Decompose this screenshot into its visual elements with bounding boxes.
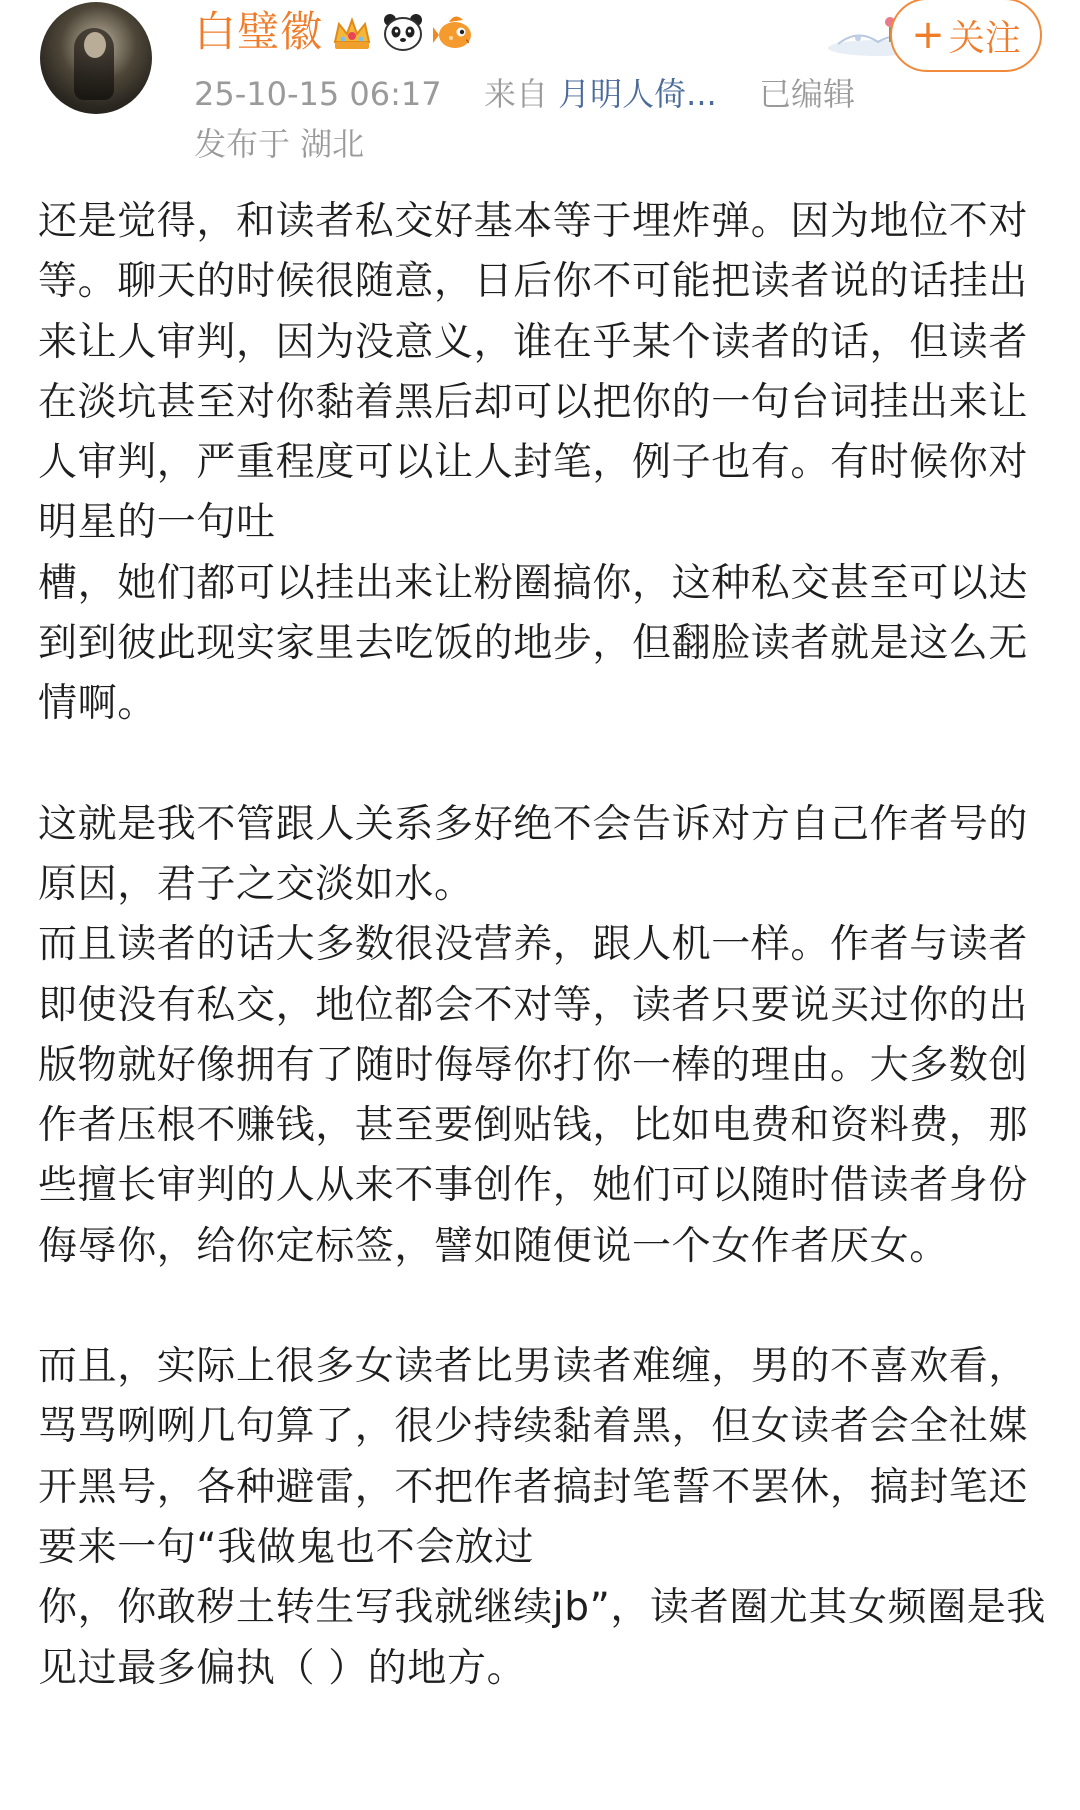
source-prefix: 来自 — [483, 75, 548, 113]
follow-button[interactable] — [890, 0, 1042, 72]
post-paragraph-1: 还是觉得，和读者私交好基本等于埋炸弹。因为地位不对等。聊天的时候很随意，日后你不可能把读者说的话挂出来让人审判，因为没意义，谁在乎某个读者的话，但读者在淡坑甚至对你黏着黑后却可以把你的一句台词挂出来让人审判，严重程度可以让人封笔，例子也有。有时候你对明星的一句吐 槽，她们都可以挂出来让粉圈搞你，这种私交甚至可以达到到彼此现实家里去吃饭的地步，但翻脸读者就是这么无情啊。 — [38, 199, 1029, 727]
avatar-face — [84, 32, 106, 58]
post-timestamp: 25-10-15 06:17 — [194, 75, 442, 113]
fish-badge-icon[interactable] — [433, 10, 477, 54]
post-paragraph-3: 而且，实际上很多女读者比男读者难缠，男的不喜欢看，骂骂咧咧几句算了，很少持续黏着黑，但女读者会全社媒开黑号，各种避雷，不把作者搞封笔誓不罢休，搞封笔还要来一句“我做鬼也不会放过 你，你敢秽土转生写我就继续jb”，读者圈尤其女频圈是我见过最多偏执（ ）的地方。 — [38, 1344, 1046, 1691]
post-location: 发布于 湖北 — [194, 125, 365, 163]
source-link[interactable]: 月明人倚... — [558, 75, 717, 113]
edited-label[interactable]: 已编辑 — [759, 75, 856, 113]
post-content — [38, 192, 1048, 1699]
username-row — [194, 4, 477, 60]
plus-icon: + — [911, 12, 945, 58]
avatar[interactable] — [40, 2, 152, 114]
follow-button-label: 关注 — [948, 17, 1021, 59]
panda-badge-icon[interactable] — [381, 10, 425, 54]
post-header — [0, 0, 1080, 170]
post-meta — [194, 72, 855, 116]
username[interactable]: 白璧徽 — [194, 7, 324, 56]
crown-badge-icon[interactable] — [331, 12, 373, 52]
post-paragraph-2: 这就是我不管跟人关系多好绝不会告诉对方自己作者号的原因，君子之交淡如水。 而且读者的话大多数很没营养，跟人机一样。作者与读者即使没有私交，地位都会不对等，读者只要说买过你的出版物就好像拥有了随时侮辱你打你一棒的理由。大多数创作者压根不赚钱，甚至要倒贴钱，比如电费和资料费，那些擅长审判的人从来不事创作，她们可以随时借读者身份侮辱你，给你定标签，譬如随便说一个女作者厌女。 — [38, 801, 1029, 1269]
